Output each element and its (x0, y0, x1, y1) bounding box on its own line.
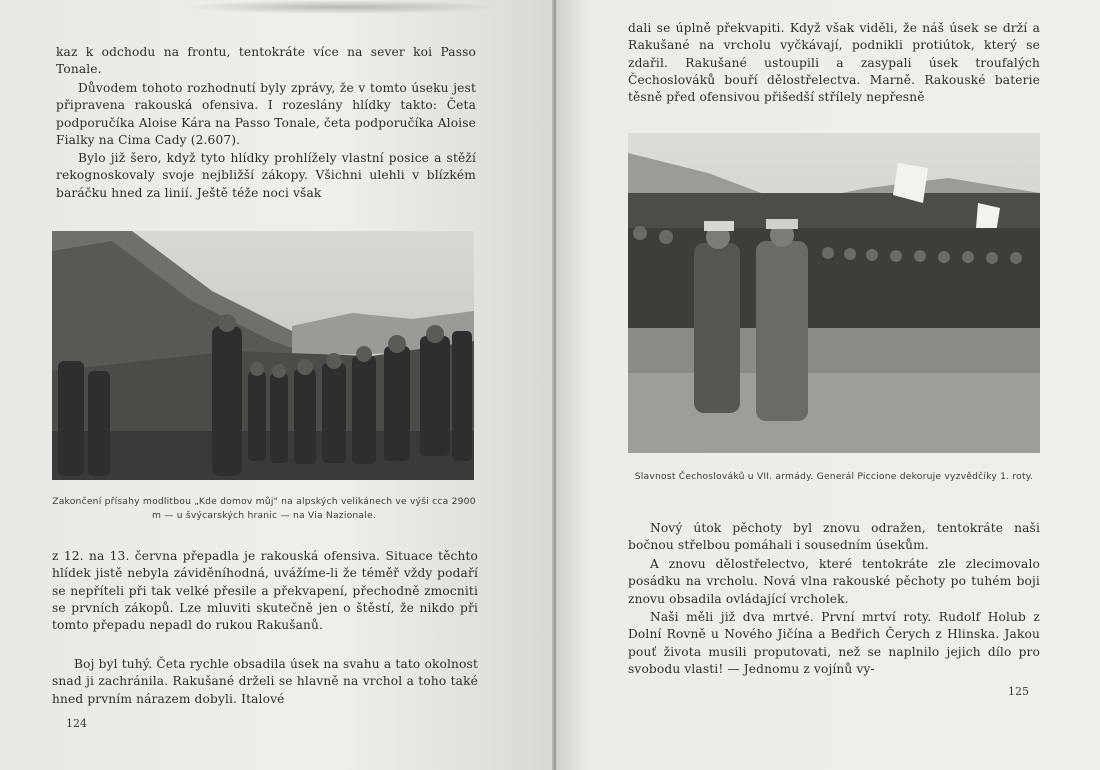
page-shadow (180, 0, 500, 14)
paragraph-9: Naši měli již dva mrtvé. První mrtví roty. Rudolf Holub z Dolní Rovně u Nového Jičína a Bedřich Čerych z Hlinska. Jakou pouť života musili proputovati, než se naplnilo jejich dílo pro svobodu vlasti! — Jednomu z vojínů vy- (628, 610, 1040, 676)
paragraph-2: Důvodem tohoto rozhodnutí byly zprávy, že v tomto úseku jest připravena rakouská ofensiva. I rozeslány hlídky takto: Četa podporučíka Aloise Kára na Passo Tonale, četa podporučíka Aloise Fialky na Cima Cady (2.607). (56, 81, 476, 147)
alpine-oath-photo (52, 231, 474, 480)
paragraph-1: kaz k odchodu na frontu, tentokráte více na sever koi Passo Tonale. (56, 45, 476, 77)
decoration-ceremony-illustration (628, 133, 1040, 453)
alpine-oath-illustration (52, 231, 474, 480)
paragraph-8: A znovu dělostřelectvo, které tentokráte zle zlecimovalo posádku na vrcholu. Nová vlna rakouské pěchoty po tuhém boji znovu obsadila ovládající vrcholek. (628, 557, 1040, 606)
right-page (556, 0, 1100, 770)
paragraph-4: z 12. na 13. června přepadla je rakouská ofensiva. Situace těchto hlídek jistě nebyla záviděníhodná, uvážíme-li že téměř vždy podaří se nepříteli při tak velké přesile a překvapení, přechodně zmocniti se prvních zákopů. Lze mluviti skutečně jen o štěstí, že nikdo při tomto přepadu nepadl do rukou Rakušanů. (52, 549, 478, 633)
page-number-right: 125 (1008, 685, 1029, 698)
paragraph-5: Boj byl tuhý. Četa rychle obsadila úsek na svahu a tato okolnost snad ji zachránila. Rakušané drželi se hlavně na vrchol a toho také hned prvním nárazem dobyli. Italové (52, 657, 478, 706)
paragraph-6: dali se úplně překvapiti. Když však viděli, že náš úsek se drží a Rakušané na vrcholu vyčkávají, podnikli protiútok, který se zdařil. Rakušané ustoupili a zasypali úsek troufalých Čechoslováků bouří dělostřelectva. Marně. Rakouské baterie těsně před ofensivou přišedší střílely nepřesně (628, 21, 1040, 105)
page-number-left: 124 (66, 717, 87, 730)
paragraph-7: Nový útok pěchoty byl znovu odražen, tentokráte naši bočnou střelbou pomáhali i sousedním úsekům. (628, 521, 1040, 553)
photo-caption-right: Slavnost Čechoslováků u VII. armády. Generál Piccione dekoruje vyzvědčíky 1. roty. (634, 471, 1034, 482)
photo-caption-left: Zakončení přísahy modlitbou „Kde domov můj" na alpských velikánech ve výši cca 2900 m — u švýcarských hranic — na Via Nazionale. (52, 496, 476, 521)
decoration-ceremony-photo (628, 133, 1040, 453)
paragraph-3: Bylo již šero, když tyto hlídky prohlížely vlastní posice a stěží rekognoskovaly svoje nejbližší zákopy. Všichni ulehli v blízkém baráčku hned za linií. Ještě téže noci však (56, 151, 476, 200)
